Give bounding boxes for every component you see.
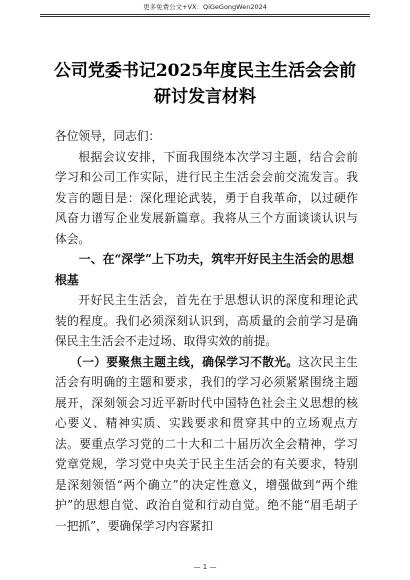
- subsection-1-text: 这次民主生活会有明确的主题和要求，我们的学习必须紧紧围绕主题展开，深刻领会习近平新时代中国特色社会主义思想的核心要义、精神实质、实践要求和贯穿其中的立场观点方法。要重点学习党的二十大和二十届历次全会精神，学习党章党规，学习党中央关于民主生活会的有关要求，特别是深刻领悟“两个确立”的决定性意义，增强做到“两个维护”的思想自觉、政治自觉和行动自觉。绝不能“眉毛胡子一把抓”，要确保学习内容紧扣: [55, 354, 358, 533]
- subsection-1-label: （一）要聚焦主题主线，确保学习不散光。: [70, 354, 299, 369]
- header-divider: [40, 14, 370, 17]
- intro-paragraph: 根据会议安排，下面我围绕本次学习主题，结合会前学习和公司工作实际，进行民主生活会会前交流发言。我发言的题目是：深化理论武装，勇于自我革命，以过硬作风奋力谱写企业发展新篇章。我将从三个方面谈谈认识与体会。: [55, 149, 358, 246]
- page-number: — 1 —: [193, 563, 217, 571]
- section1-paragraph: 开好民主生活会，首先在于思想认识的深度和理论武装的程度。我们必须深刻认识到，高质量的会前学习是确保民主生活会不走过场、取得实效的前提。: [55, 293, 358, 348]
- document-title: [40, 58, 370, 110]
- salutation: 各位领导，同志们：: [55, 129, 161, 143]
- page-header: 更多免费公文+VX：QiGeGongWen2024: [143, 3, 267, 11]
- document-body: [55, 126, 358, 536]
- title-line-1: 公司党委书记2025年度民主生活会会前: [53, 61, 357, 81]
- section-heading-1: 一、在“深学”上下功夫，筑牢开好民主生活会的思想根基: [55, 252, 355, 287]
- subsection-1-paragraph: [55, 352, 358, 537]
- title-line-2: 研讨发言材料: [154, 87, 256, 107]
